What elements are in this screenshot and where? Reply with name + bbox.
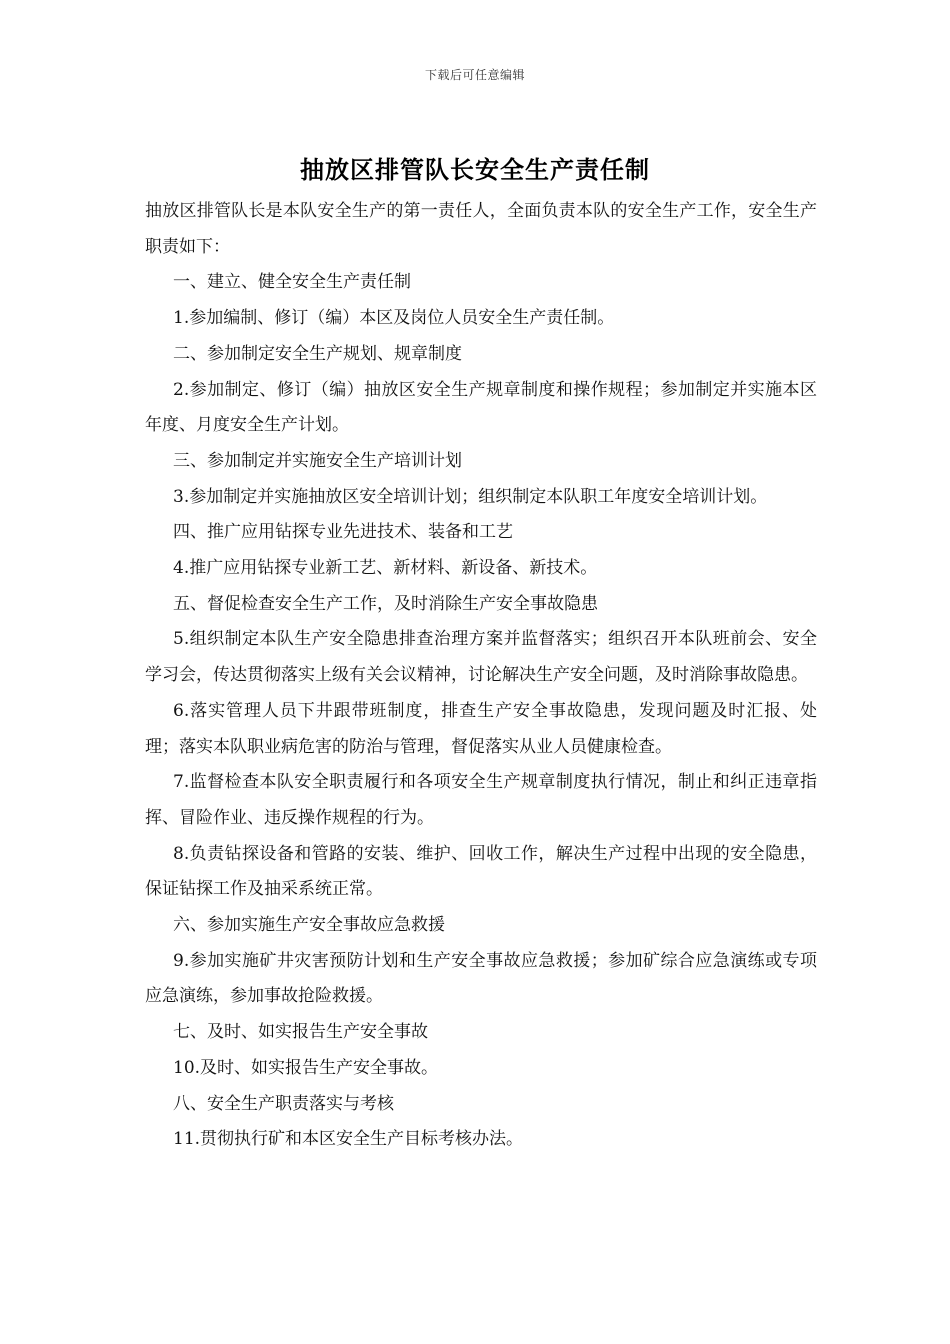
- intro-paragraph: 抽放区排管队长是本队安全生产的第一责任人，全面负责本队的安全生产工作，安全生产职责如下：: [145, 201, 817, 257]
- document-body: [145, 194, 817, 1158]
- clause-9: 9.参加实施矿井灾害预防计划和生产安全事故应急救援；参加矿综合应急演练或专项应急演练，参加事故抢险救援。: [145, 950, 817, 1007]
- section-heading-5: 五、督促检查安全生产工作，及时消除生产安全事故隐患: [173, 593, 598, 614]
- section-heading-6: 六、参加实施生产安全事故应急救援: [173, 915, 445, 936]
- section-heading-2: 二、参加制定安全生产规划、规章制度: [173, 343, 462, 364]
- clause-5: 5.组织制定本队生产安全隐患排查治理方案并监督落实；组织召开本队班前会、安全学习会，传达贯彻落实上级有关会议精神，讨论解决生产安全问题，及时消除事故隐患。: [145, 629, 817, 686]
- clause-8: 8.负责钻探设备和管路的安装、维护、回收工作，解决生产过程中出现的安全隐患，保证钻探工作及抽采系统正常。: [145, 843, 817, 900]
- clause-2: 2.参加制定、修订（编）抽放区安全生产规章制度和操作规程；参加制定并实施本区年度、月度安全生产计划。: [145, 379, 817, 436]
- clause-3: 3.参加制定并实施抽放区安全培训计划；组织制定本队职工年度安全培训计划。: [173, 486, 768, 507]
- clause-6: 6.落实管理人员下井跟带班制度，排查生产安全事故隐患，发现问题及时汇报、处理；落实本队职业病危害的防治与管理，督促落实从业人员健康检查。: [145, 700, 817, 757]
- clause-11: 11.贯彻执行矿和本区安全生产目标考核办法。: [173, 1129, 524, 1150]
- clause-10: 10.及时、如实报告生产安全事故。: [173, 1057, 439, 1078]
- document-title: 抽放区排管队长安全生产责任制: [300, 155, 650, 184]
- section-heading-7: 七、及时、如实报告生产安全事故: [173, 1022, 428, 1043]
- section-heading-4: 四、推广应用钻探专业先进技术、装备和工艺: [173, 522, 513, 543]
- section-heading-8: 八、安全生产职责落实与考核: [173, 1093, 394, 1114]
- section-heading-3: 三、参加制定并实施安全生产培训计划: [173, 450, 462, 471]
- clause-7: 7.监督检查本队安全职责履行和各项安全生产规章制度执行情况，制止和纠正违章指挥、冒险作业、违反操作规程的行为。: [145, 772, 817, 828]
- clause-4: 4.推广应用钻探专业新工艺、新材料、新设备、新技术。: [173, 558, 598, 579]
- clause-1: 1.参加编制、修订（编）本区及岗位人员安全生产责任制。: [173, 308, 615, 329]
- section-heading-1: 一、建立、健全安全生产责任制: [173, 272, 411, 293]
- page-header-note: 下载后可任意编辑: [424, 68, 525, 82]
